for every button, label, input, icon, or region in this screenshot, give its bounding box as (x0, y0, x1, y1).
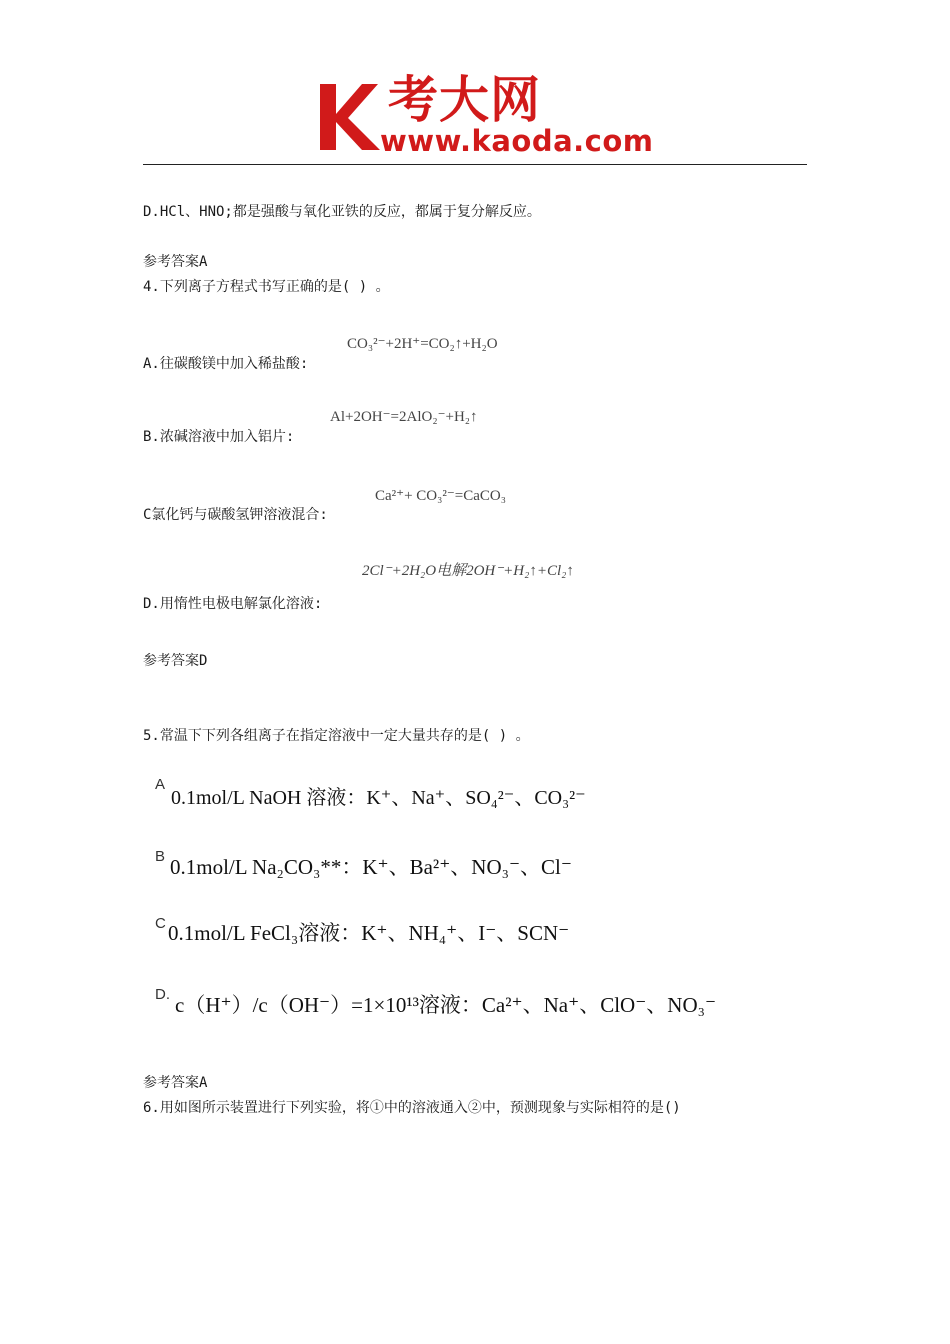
answer-q4: 参考答案D (143, 653, 208, 669)
q5-option-a-text: 0.1mol/L NaOH 溶液：K⁺、Na⁺、SO₄²⁻、CO₃²⁻ (171, 787, 586, 809)
q3-option-d: D.HCl、HNO;都是强酸与氧化亚铁的反应，都属于复分解反应。 (143, 204, 541, 220)
logo-title: 考大网 (388, 71, 541, 129)
q6-stem: 6.用如图所示装置进行下列实验，将①中的溶液通入②中，预测现象与实际相符的是() (143, 1100, 681, 1116)
q5-option-b-letter: B (155, 848, 166, 865)
q5-option-c-text: 0.1mol/L FeCl₃溶液：K⁺、NH₄⁺、I⁻、SCN⁻ (168, 921, 570, 945)
q4-stem: 4.下列离子方程式书写正确的是( ) 。 (143, 279, 390, 295)
q4-option-a-equation: CO₃²⁻+2H⁺=CO₂↑+H₂O (347, 336, 498, 352)
q5-option-d-letter: D. (155, 986, 170, 1003)
answer-q3: 参考答案A (143, 254, 208, 270)
q4-option-d-equation: 2Cl⁻+2H₂O电解2OH⁻+H₂↑+Cl₂↑ (362, 563, 574, 579)
q5-option-d-text: c（H⁺）/c（OH⁻）=1×10¹³溶液：Ca²⁺、Na⁺、ClO⁻、NO₃⁻ (175, 993, 717, 1017)
q5-option-c-letter: C (155, 915, 166, 932)
q4-option-d-label: D.用惰性电极电解氯化溶液: (143, 596, 323, 612)
q5-option-b-text: 0.1mol/L Na₂CO₃**：K⁺、Ba²⁺、NO₃⁻、Cl⁻ (170, 855, 572, 879)
header-divider (143, 164, 807, 165)
q5-stem: 5.常温下下列各组离子在指定溶液中一定大量共存的是( ) 。 (143, 728, 530, 744)
q4-option-b-label: B.浓碱溶液中加入铝片: (143, 429, 295, 445)
logo-k-mark (318, 80, 380, 152)
q4-option-b-equation: Al+2OH⁻=2AlO₂⁻+H₂↑ (330, 409, 478, 425)
logo-url: www.kaoda.com (380, 124, 654, 158)
q5-option-a-letter: A (155, 776, 166, 793)
q4-option-a-label: A.往碳酸镁中加入稀盐酸: (143, 356, 309, 372)
q4-option-c-label: C氯化钙与碳酸氢钾溶液混合: (143, 507, 328, 523)
answer-q5: 参考答案A (143, 1075, 208, 1091)
q4-option-c-equation: Ca²⁺+ CO₃²⁻=CaCO₃ (375, 488, 506, 504)
